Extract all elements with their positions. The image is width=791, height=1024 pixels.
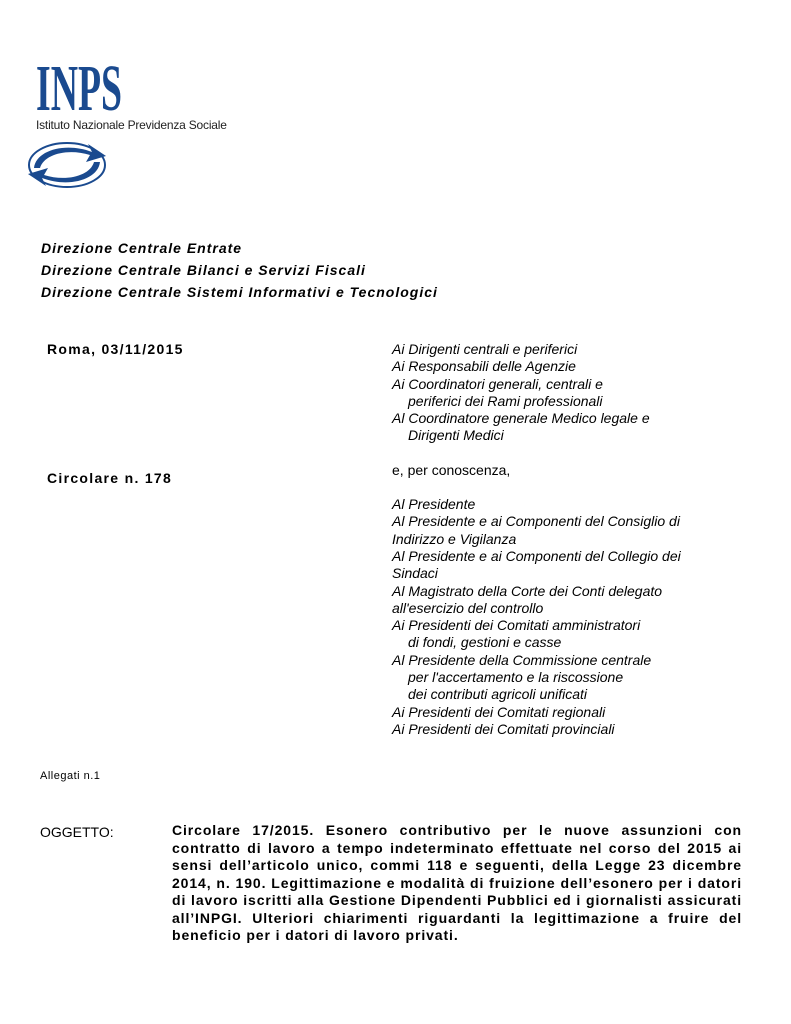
recipient-line: Ai Presidenti dei Comitati regionali — [392, 703, 606, 720]
recipient-line: Ai Responsabili delle Agenzie — [392, 358, 576, 375]
recipient-line: Al Presidente della Commissione centrale — [392, 651, 652, 668]
place-date: Roma, 03/11/2015 — [47, 341, 184, 357]
attachments-note: Allegati n.1 — [40, 770, 101, 782]
directorate-bilanci: Direzione Centrale Bilanci e Servizi Fiscali — [41, 262, 366, 278]
recipient-line: per l'accertamento e la riscossione — [408, 669, 624, 686]
recipient-line: dei contributi agricoli unificati — [408, 686, 587, 703]
recipient-line: Al Presidente — [392, 496, 476, 513]
recipient-line: di fondi, gestioni e casse — [408, 634, 562, 651]
recipient-line: Sindaci — [392, 565, 438, 582]
subject-label: OGGETTO: — [40, 824, 114, 840]
recipient-line: Al Coordinatore generale Medico legale e — [392, 410, 650, 427]
recipient-line: Ai Presidenti dei Comitati provinciali — [392, 720, 615, 737]
subject-text: Circolare 17/2015. Esonero contributivo per le nuove assunzioni con contratto di lavoro a tempo indeterminato effettuate nel corso del 2015 ai sensi dell’articolo unico, commi 118 e seguenti, della Legge 23 dicembre 2014, n. 190. Legittimazione e modalità di fruizione dell’esonero per i datori di lavoro iscritti alla Gestione Dipendenti Pubblici ed i giornalisti assicurati all’INPGI. Ulteriori chiarimenti riguardanti la legittimazione a fruire del beneficio per i datori di lavoro privati. — [172, 822, 742, 943]
inps-logo-wordmark — [36, 44, 126, 116]
circular-number: Circolare n. 178 — [47, 470, 173, 486]
recipients-list — [392, 341, 772, 738]
for-information-label: e, per conoscenza, — [392, 461, 511, 478]
logo-subtitle: Istituto Nazionale Previdenza Sociale — [36, 118, 227, 132]
recipient-line: Ai Presidenti dei Comitati amministratori — [392, 617, 641, 634]
recipient-line: all'esercizio del controllo — [392, 599, 544, 616]
recipient-line: Al Presidente e ai Componenti del Collegio dei — [392, 547, 681, 564]
directorate-entrate: Direzione Centrale Entrate — [41, 240, 243, 256]
logo-wordmark-text: INPS — [36, 52, 122, 116]
inps-arrows-logo-icon — [26, 138, 108, 192]
recipient-line: periferici dei Rami professionali — [408, 392, 603, 409]
recipient-line: Al Presidente e ai Componenti del Consiglio di — [392, 513, 680, 530]
recipient-line: Ai Dirigenti centrali e periferici — [392, 341, 578, 357]
recipient-line: Al Magistrato della Corte dei Conti delegato — [392, 582, 663, 599]
recipient-line: Ai Coordinatori generali, centrali e — [392, 375, 603, 392]
recipient-line: Dirigenti Medici — [408, 427, 504, 444]
directorate-sistemi: Direzione Centrale Sistemi Informativi e Tecnologici — [41, 284, 438, 300]
recipient-line: Indirizzo e Vigilanza — [392, 530, 517, 547]
